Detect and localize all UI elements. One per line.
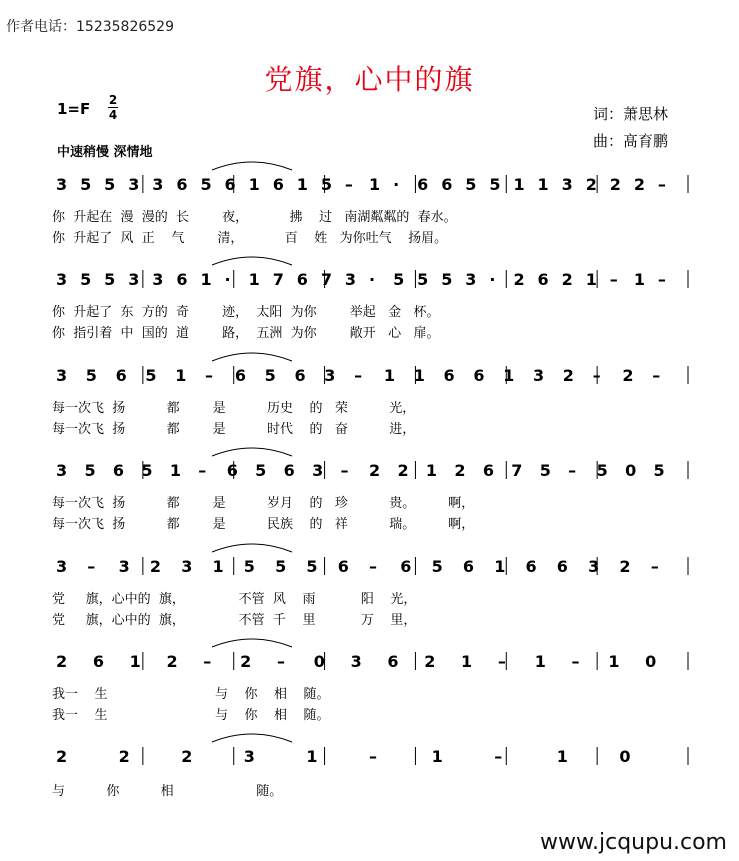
note-5-8: 3 [350, 652, 362, 671]
note-0-19: 1 [513, 175, 525, 194]
note-0-20: 1 [537, 175, 549, 194]
note-3-9: 3 [312, 461, 324, 480]
note-4-8: 5 [306, 557, 318, 576]
slur [212, 544, 292, 552]
note-4-3: 2 [149, 557, 162, 576]
note-0-23: 2 [609, 175, 621, 194]
note-4-11: 6 [400, 557, 412, 576]
note-0-7: 6 [224, 175, 236, 194]
note-2-3: 5 [145, 366, 157, 385]
note-4-18: 2 [619, 557, 631, 576]
note-1-24: 1 [633, 270, 645, 289]
note-6-1: 2 [118, 747, 130, 766]
note-1-5: 6 [176, 270, 188, 289]
note-4-6: 5 [243, 557, 255, 576]
note-2-6: 6 [234, 366, 246, 385]
note-3-1: 5 [84, 461, 96, 480]
lyrics-verse1-line1: 你 升起了 东 方的 奇 迹， 太阳 为你 举起 金 杯。 [52, 305, 440, 320]
note-0-15: 6 [417, 175, 429, 194]
note-0-3: 3 [128, 175, 140, 194]
note-2-5: – [205, 366, 214, 385]
note-3-8: 6 [283, 461, 295, 480]
lyrics-verse2-line0: 你 升起了 风 正 气 清， 百 姓 为你吐气 扬眉。 [52, 231, 448, 246]
note-0-4: 3 [152, 175, 164, 194]
note-1-19: 2 [513, 270, 525, 289]
note-3-19: 5 [596, 461, 608, 480]
composer: 曲：髙育鹏 [593, 132, 669, 150]
note-0-12: – [344, 175, 353, 194]
note-2-13: 6 [443, 366, 455, 385]
note-4-16: 6 [556, 557, 568, 576]
lyrics-verse1-line6: 与 你 相 随。 [52, 784, 283, 799]
note-0-11: 5 [320, 175, 332, 194]
note-2-4: 1 [175, 366, 187, 385]
note-4-14: 1 [494, 557, 506, 576]
note-4-7: 5 [275, 557, 287, 576]
note-6-9: 0 [619, 747, 631, 766]
lyrics-verse1-line5: 我一 生 与 你 相 随。 [52, 687, 330, 702]
note-4-15: 6 [525, 557, 537, 576]
note-6-5: – [369, 747, 377, 766]
slur [212, 257, 292, 265]
note-3-3: 5 [141, 461, 153, 480]
note-5-13: 1 [534, 652, 546, 671]
note-2-14: 6 [473, 366, 485, 385]
note-0-6: 5 [200, 175, 212, 194]
note-0-2: 5 [104, 175, 116, 194]
note-2-2: 6 [115, 366, 127, 385]
note-6-4: 1 [306, 747, 318, 766]
note-6-6: 1 [431, 747, 443, 766]
note-4-9: 6 [337, 557, 349, 576]
note-2-16: 3 [532, 366, 545, 385]
author-phone: 作者电话：15235826529 [6, 19, 174, 35]
note-1-4: 3 [152, 270, 164, 289]
lyrics-verse2-line1: 你 指引着 中 国的 道 路， 五洲 为你 敞开 心 扉。 [52, 326, 440, 341]
note-5-14: – [571, 652, 580, 671]
song-title: 党旗，心中的旗 [264, 63, 475, 96]
note-0-1: 5 [80, 175, 92, 194]
note-6-2: 2 [181, 747, 193, 766]
note-2-10: – [354, 366, 363, 385]
note-1-23: – [609, 270, 618, 289]
note-0-9: 6 [272, 175, 284, 194]
note-4-5: 1 [212, 557, 224, 576]
note-5-6: – [276, 652, 285, 671]
note-5-1: 6 [92, 652, 104, 671]
note-0-14: · [393, 175, 400, 194]
note-2-11: 1 [383, 366, 396, 385]
note-1-14: 5 [393, 270, 405, 289]
note-2-17: 2 [562, 366, 574, 385]
note-1-15: 5 [417, 270, 429, 289]
note-1-13: · [369, 270, 376, 289]
note-0-22: 2 [585, 175, 597, 194]
note-0-10: 1 [296, 175, 308, 194]
note-6-0: 2 [56, 747, 68, 766]
note-0-24: 2 [633, 175, 645, 194]
note-3-2: 6 [112, 461, 125, 480]
note-4-2: 3 [118, 557, 130, 576]
note-5-4: – [203, 652, 212, 671]
lyrics-verse2-line4: 党 旗，心中的 旗， 不管 千 里 万 里， [52, 613, 417, 628]
note-1-2: 5 [104, 270, 116, 289]
note-3-4: 1 [169, 461, 181, 480]
note-3-5: – [198, 461, 207, 480]
note-0-17: 5 [465, 175, 477, 194]
note-1-11: 7 [320, 270, 332, 289]
note-2-1: 5 [85, 366, 97, 385]
lyrics-verse2-line2: 每一次飞 扬 都 是 时代 的 奋 进， [52, 422, 416, 437]
tempo-marking: 中速稍慢 深情地 [57, 145, 153, 160]
note-1-12: 3 [344, 270, 357, 289]
note-0-0: 3 [56, 175, 68, 194]
note-1-10: 6 [296, 270, 308, 289]
note-1-3: 3 [128, 270, 140, 289]
note-5-5: 2 [240, 652, 252, 671]
note-0-13: 1 [369, 175, 381, 194]
note-5-2: 1 [129, 652, 141, 671]
note-0-8: 1 [248, 175, 260, 194]
slur [212, 448, 292, 456]
lyrics-verse2-line3: 每一次飞 扬 都 是 民族 的 祥 瑞。 啊， [52, 517, 475, 532]
note-2-0: 3 [56, 366, 68, 385]
note-3-21: 5 [653, 461, 665, 480]
note-1-9: 7 [272, 270, 284, 289]
note-4-17: 3 [588, 557, 600, 576]
note-1-8: 1 [248, 270, 260, 289]
note-1-18: · [489, 270, 496, 289]
note-3-15: 6 [482, 461, 494, 480]
note-0-18: 5 [489, 175, 501, 194]
note-5-16: 0 [645, 652, 657, 671]
note-1-21: 2 [561, 270, 573, 289]
note-1-6: 1 [200, 270, 212, 289]
note-2-20: – [652, 366, 661, 385]
note-5-3: 2 [166, 652, 178, 671]
note-2-12: 1 [413, 366, 425, 385]
note-0-25: – [657, 175, 666, 194]
note-4-12: 5 [431, 557, 443, 576]
note-1-1: 5 [80, 270, 92, 289]
note-4-10: – [369, 557, 377, 576]
note-1-7: · [224, 270, 231, 289]
note-3-13: 1 [425, 461, 438, 480]
note-2-8: 6 [294, 366, 306, 385]
slur [212, 353, 292, 361]
slur [212, 639, 292, 647]
note-0-16: 6 [441, 175, 453, 194]
key-signature: 1=F [57, 100, 91, 118]
note-3-14: 2 [454, 461, 466, 480]
note-5-12: – [497, 652, 506, 671]
note-1-0: 3 [56, 270, 68, 289]
lyrics-verse2-line5: 我一 生 与 你 相 随。 [52, 708, 330, 723]
note-5-9: 6 [387, 652, 399, 671]
note-5-7: 0 [313, 652, 325, 671]
slur [212, 162, 292, 170]
note-1-22: 1 [585, 270, 597, 289]
note-4-13: 6 [462, 557, 475, 576]
lyrics-verse1-line3: 每一次飞 扬 都 是 岁月 的 珍 贵。 啊， [52, 496, 475, 511]
note-5-10: 2 [424, 652, 436, 671]
lyrics-verse1-line4: 党 旗，心中的 旗， 不管 风 雨 阳 光， [52, 592, 417, 607]
lyrics-verse1-line2: 每一次飞 扬 都 是 历史 的 荣 光， [52, 401, 416, 416]
note-2-9: 3 [324, 366, 336, 385]
note-1-20: 6 [537, 270, 549, 289]
note-2-19: 2 [622, 366, 634, 385]
lyricist: 词：萧思林 [593, 105, 669, 123]
note-0-5: 6 [176, 175, 188, 194]
note-1-25: – [657, 270, 666, 289]
note-2-7: 5 [264, 366, 276, 385]
note-3-7: 5 [255, 461, 267, 480]
note-5-15: 1 [608, 652, 620, 671]
note-6-3: 3 [243, 747, 255, 766]
note-6-7: – [494, 747, 503, 766]
note-4-19: – [650, 557, 659, 576]
note-5-11: 1 [461, 652, 473, 671]
note-5-0: 2 [56, 652, 68, 671]
note-6-8: 1 [556, 747, 568, 766]
note-4-1: – [87, 557, 96, 576]
lyrics-verse1-line0: 你 升起在 漫 漫的 长 夜， 拂 过 南湖粼粼的 春水。 [52, 210, 457, 225]
note-3-20: 0 [625, 461, 637, 480]
note-3-18: – [568, 461, 577, 480]
note-1-16: 5 [441, 270, 453, 289]
note-4-4: 3 [181, 557, 193, 576]
note-4-0: 3 [56, 557, 68, 576]
note-0-21: 3 [561, 175, 573, 194]
note-3-12: 2 [397, 461, 409, 480]
note-3-16: 7 [511, 461, 523, 480]
note-3-6: 6 [226, 461, 238, 480]
note-2-18: – [592, 366, 601, 385]
note-2-15: 1 [503, 366, 515, 385]
time-bottom: 4 [108, 108, 118, 122]
note-3-11: 2 [369, 461, 381, 480]
time-top: 2 [108, 93, 118, 107]
note-3-10: – [340, 461, 349, 480]
slur [212, 734, 292, 742]
note-3-0: 3 [56, 461, 68, 480]
note-3-17: 5 [539, 461, 551, 480]
site-watermark: www.jcqupu.com [540, 830, 727, 855]
note-1-17: 3 [465, 270, 477, 289]
